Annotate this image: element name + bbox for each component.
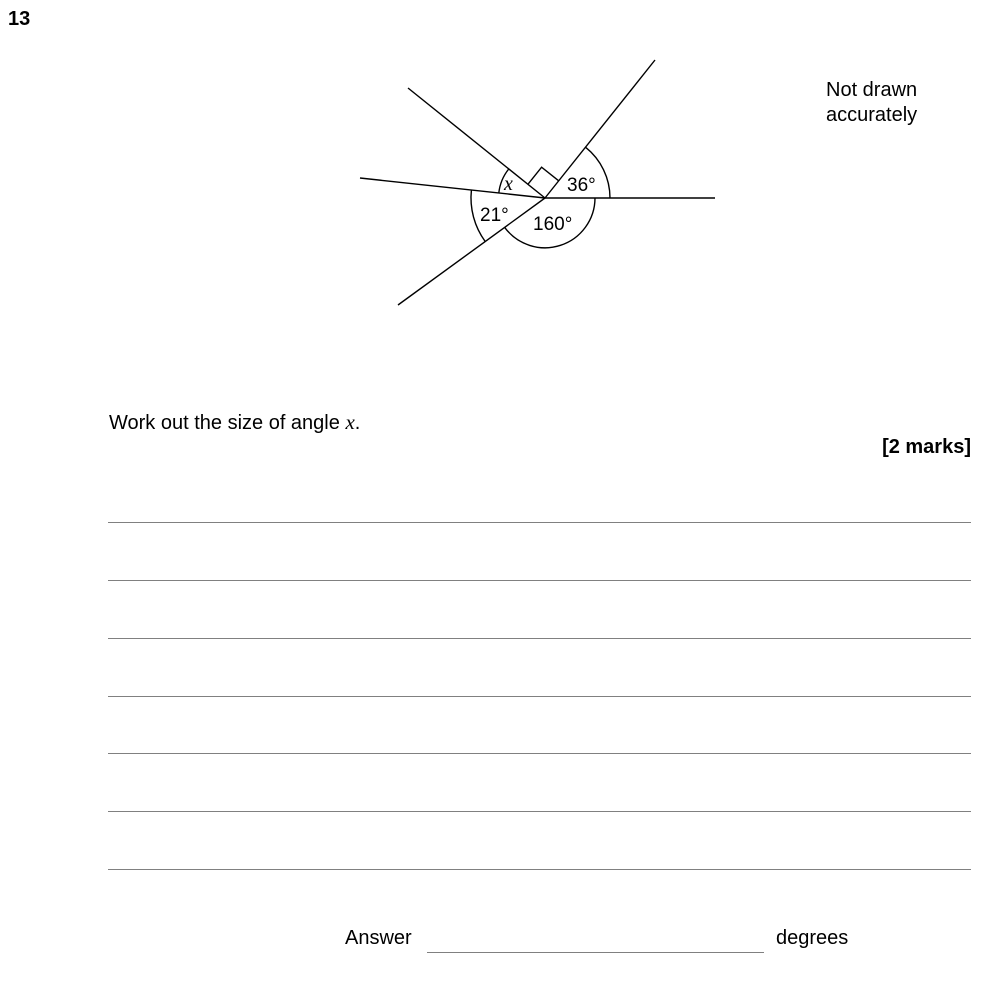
instruction-text: Work out the size of angle — [109, 412, 346, 434]
question-number: 13 — [8, 8, 31, 30]
answer-unit: degrees — [776, 927, 849, 949]
working-line-7[interactable] — [108, 869, 971, 870]
ray-left — [360, 178, 545, 198]
question-instruction — [109, 410, 360, 435]
working-line-3[interactable] — [108, 638, 971, 639]
working-line-2[interactable] — [108, 580, 971, 581]
ray-lower-left — [398, 198, 545, 305]
ray-upper-right — [545, 60, 655, 198]
answer-input-line[interactable] — [427, 952, 764, 953]
working-line-5[interactable] — [108, 753, 971, 754]
note-line-2: accurately — [826, 104, 918, 126]
not-drawn-accurately-note — [826, 78, 917, 128]
answer-label: Answer — [345, 927, 412, 949]
marks-label: [2 marks] — [882, 436, 971, 458]
label-angle-21: 21° — [480, 205, 509, 226]
note-line-1: Not drawn — [826, 79, 918, 101]
working-line-4[interactable] — [108, 696, 971, 697]
label-angle-x: x — [504, 173, 513, 195]
instruction-variable: x — [345, 410, 355, 434]
label-angle-36: 36° — [567, 175, 596, 196]
right-angle-marker — [528, 167, 559, 184]
working-line-6[interactable] — [108, 811, 971, 812]
ray-upper-left — [408, 88, 545, 198]
angle-diagram — [0, 0, 981, 340]
instruction-end: . — [354, 412, 361, 434]
working-line-1[interactable] — [108, 522, 971, 523]
label-angle-160: 160° — [533, 214, 573, 235]
